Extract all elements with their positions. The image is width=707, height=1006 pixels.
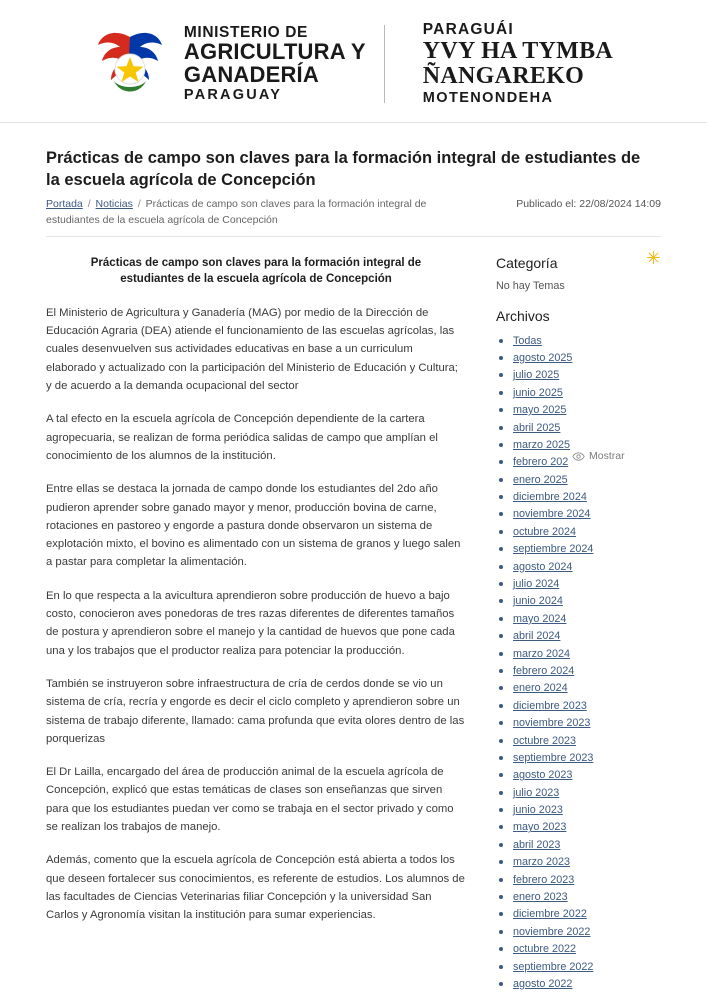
archive-link[interactable]: diciembre 2022 [513,908,587,921]
ministry-line-4: PARAGUAY [183,87,283,104]
archive-link[interactable]: junio 2023 [513,804,563,817]
breadcrumb [46,197,466,229]
list-item[interactable] [513,333,661,347]
list-item[interactable] [513,524,661,538]
published-date: Publicado el: 22/08/2024 14:09 [516,198,661,211]
archive-link[interactable]: diciembre 2024 [513,491,587,504]
brand-lockup [94,22,613,106]
archive-link[interactable]: marzo 2024 [513,647,571,660]
sidebar-category-title: Categoría [496,254,558,271]
eye-icon [572,450,585,463]
breadcrumb-separator-2: / [137,198,141,211]
list-item[interactable] [513,837,661,851]
ministry-gn-line-3: ÑANGAREKO [422,63,585,90]
paraguay-coat-of-arms-icon [94,23,166,105]
article-paragraph: En lo que respecta a la avicultura aprendieron sobre producción de huevo a bajo costo, conocieron aves ponedoras de tres razas diferentes de diferentes tamaños de postura y aprendieron sobre el manejo y la cantidad de huevos que pone cada una y los trabajos que el productor realiza para potenciar la producción. [46,589,455,657]
list-item[interactable] [513,646,661,660]
archive-link[interactable]: julio 2023 [513,786,560,799]
site-header [0,0,707,116]
list-item[interactable] [513,680,661,694]
list-item[interactable] [513,872,661,886]
breadcrumb-item-noticias[interactable]: Noticias [95,198,133,211]
list-item[interactable] [513,767,661,781]
ministry-gn-line-1: PARAGUÁI [422,21,514,38]
archive-link[interactable]: Todas [513,334,542,347]
list-item[interactable] [513,802,661,816]
sidebar-archives-title: Archivos [496,307,550,324]
show-password-label: Mostrar [589,450,625,463]
ministry-gn-line-4: MOTENONDEHA [422,89,554,106]
list-item[interactable] [513,385,661,399]
list-item[interactable] [513,698,661,712]
list-item[interactable] [513,733,661,747]
list-item[interactable] [513,350,661,364]
archive-link[interactable]: diciembre 2023 [513,699,587,712]
asterisk-icon: ✳ [645,247,661,268]
archive-link[interactable]: agosto 2023 [513,769,573,782]
archive-link[interactable]: mayo 2024 [513,612,567,625]
article-paragraph: El Dr Lailla, encargado del área de producción animal de la escuela agrícola de Concepción, explicó que estas temáticas de clases son enseñanzas que sirven para que los estudiantes puedan ver como se trabaja en el sector privado y como se realizan los trabajos de manejo. [46,766,454,834]
list-item[interactable] [513,906,661,920]
archive-link[interactable]: noviembre 2024 [513,508,591,521]
sidebar-category-empty: No hay Temas [496,279,565,292]
list-item[interactable] [513,541,661,555]
archive-link[interactable]: marzo 2023 [513,856,571,869]
list-item[interactable] [513,628,661,642]
archive-link[interactable]: febrero 2023 [513,873,575,886]
ministry-gn-line-2: YVY HA TYMBA [422,37,614,64]
list-item[interactable] [513,663,661,677]
archive-link[interactable]: mayo 2023 [513,821,567,834]
list-item[interactable] [513,941,661,955]
page-title: Prácticas de campo son claves para la formación integral de estudiantes de la escuela agrícola de Concepción [46,148,641,189]
article-subtitle: Prácticas de campo son claves para la formación integral de estudiantes de la escuela agrícola de Concepción [90,256,422,286]
list-item[interactable] [513,785,661,799]
list-item[interactable] [513,750,661,764]
archive-link[interactable]: junio 2024 [513,595,563,608]
archive-link[interactable]: septiembre 2024 [513,543,594,556]
archive-link[interactable]: julio 2024 [513,578,560,591]
article-paragraph: También se instruyeron sobre infraestructura de cría de cerdos donde se vio un sistema de cría, recría y engorde es decir el ciclo completo y aprendieron sobre un sistema de trabajo diferente, llamado: cama profunda que evita olores dentro de las porquerizas [46,677,465,745]
archive-link[interactable]: abril 2023 [513,838,561,851]
archive-link[interactable]: septiembre 2022 [513,960,594,973]
list-item[interactable] [513,489,661,503]
archive-link[interactable]: octubre 2024 [513,525,577,538]
list-item[interactable] [513,889,661,903]
ministry-line-2: AGRICULTURA Y [183,39,366,65]
columns [46,237,661,1006]
list-item[interactable] [513,402,661,416]
sidebar-category-block [496,255,661,292]
ministry-line-1: MINISTERIO DE [183,23,308,41]
archive-link[interactable]: agosto 2024 [513,560,573,573]
archive-link[interactable]: marzo 2025 [513,438,571,451]
archive-link[interactable]: octubre 2023 [513,734,577,747]
list-item[interactable] [513,593,661,607]
archive-link[interactable]: noviembre 2023 [513,717,591,730]
list-item[interactable] [513,611,661,625]
breadcrumb-current: Prácticas de campo son claves para la formación integral de estudiantes de la escuela agrícola de Concepción [46,198,427,226]
archive-link[interactable]: enero 2024 [513,682,568,695]
list-item[interactable] [513,420,661,434]
list-item[interactable] [513,819,661,833]
list-item[interactable] [513,472,661,486]
archive-link[interactable]: septiembre 2023 [513,751,594,764]
article-paragraph: Entre ellas se destaca la jornada de campo donde los estudiantes del 2do año pudieron aprender sobre ganado mayor y menor, producción bovina de carne, rotaciones en pastoreo y engorde a pastura donde observaron un sistema de explotación mixto, el bovino es alimentado con un sistema de granos y luego salen a pastar para completar la alimentación. [46,483,461,569]
archive-link[interactable]: julio 2025 [513,369,560,382]
archive-link[interactable]: junio 2025 [513,386,563,399]
breadcrumb-separator-1: / [87,198,91,211]
archive-link[interactable]: enero 2025 [513,473,568,486]
archive-link[interactable]: febrero 2024 [513,664,575,677]
list-item[interactable] [513,715,661,729]
list-item[interactable] [513,976,661,990]
sidebar-archives-block [496,308,661,990]
archive-link[interactable]: febrero 202 [513,456,569,469]
sidebar [496,247,661,1006]
article-column [46,255,466,1006]
article-paragraph: El Ministerio de Agricultura y Ganadería (MAG) por medio de la Dirección de Educación Agraria (DEA) atiende el funcionamiento de las escuelas agrícolas, las cuales desenvuelven sus actividades educativas en base a un curriculum elaborado y actualizado con la participación del Ministerio de Educación y Cultura; y de acuerdo a la demanda ocupacional del sector [46,306,458,393]
archive-link[interactable]: mayo 2025 [513,404,567,417]
list-item[interactable] [513,367,661,381]
content-wrapper [0,147,707,1006]
archive-list [496,333,661,990]
ministry-line-3: GANADERÍA [183,61,319,87]
archive-link[interactable]: abril 2025 [513,421,561,434]
article-paragraph: Además, comento que la escuela agrícola de Concepción está abierta a todos los que deseen fortalecer sus conocimientos, es referente de estudios. Los alumnos de las facultades de Ciencias Veterinarias filiar Concepción y la universidad San Carlos y Agronomía visitan la institución para sumar experiencias. [46,854,465,922]
list-item[interactable] [513,959,661,973]
archive-link[interactable]: enero 2023 [513,891,568,904]
archive-link[interactable]: agosto 2025 [513,351,573,364]
breadcrumb-item-portada[interactable]: Portada [46,198,83,211]
list-item[interactable] [513,924,661,938]
breadcrumb-row [46,197,661,237]
list-item[interactable] [513,559,661,573]
ministry-name-spanish [184,25,385,103]
article-body [46,304,466,925]
list-item[interactable] [513,506,661,520]
archive-link[interactable]: abril 2024 [513,630,561,643]
archive-link[interactable]: noviembre 2022 [513,925,591,938]
article-paragraph: A tal efecto en la escuela agrícola de Concepción dependiente de la cartera agropecuaria, se realizan de forma periódica salidas de campo que amplían el conocimiento de los alumnos de la institución. [46,413,438,462]
list-item[interactable] [513,576,661,590]
archive-link[interactable]: octubre 2022 [513,943,577,956]
ministry-name-guarani [403,22,613,106]
header-divider [0,122,707,123]
show-password-toggle[interactable] [572,450,625,463]
list-item[interactable] [513,854,661,868]
archive-link[interactable]: agosto 2022 [513,978,573,990]
